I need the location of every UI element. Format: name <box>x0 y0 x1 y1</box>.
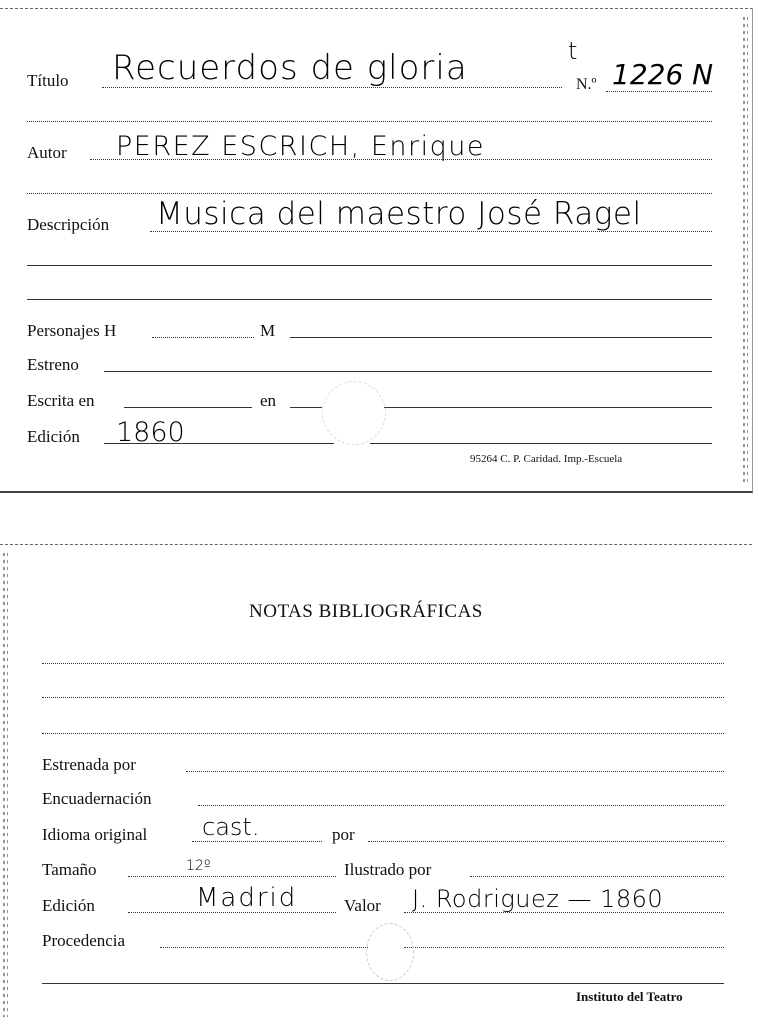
encuadernacion-line <box>198 805 724 806</box>
numero-handwritten: 1226 N <box>612 58 714 91</box>
estrenada-por-label: Estrenada por <box>42 755 136 774</box>
personajes-h-line <box>152 337 254 338</box>
catalog-card-front <box>0 8 753 493</box>
titulo-handwritten: Recuerdos de gloria <box>112 48 468 88</box>
descripcion-extra-line-1 <box>27 265 712 266</box>
estreno-label: Estreno <box>27 355 79 374</box>
personajes-m-line <box>290 337 712 338</box>
numero-mark-handwritten: t <box>568 37 578 65</box>
bottom-rule <box>42 983 724 984</box>
titulo-label: Título <box>27 71 69 90</box>
numero-line <box>606 91 712 92</box>
numero-label: N.º <box>576 76 597 93</box>
procedencia-line-1 <box>160 947 368 948</box>
notas-heading: NOTAS BIBLIOGRÁFICAS <box>249 601 483 622</box>
descripcion-handwritten: Musica del maestro José Ragel <box>156 196 642 232</box>
printer-mark: 95264 C. P. Caridad. Imp.-Escuela <box>470 453 623 465</box>
en-line-2 <box>384 407 712 408</box>
escrita-en-label: Escrita en <box>27 391 95 410</box>
paper-blemish <box>322 381 386 445</box>
card-edge-texture <box>742 15 748 485</box>
ilustrado-por-label: Ilustrado por <box>344 860 432 879</box>
por-label: por <box>332 825 355 844</box>
tamano-handwritten: 12º <box>186 858 211 874</box>
procedencia-label: Procedencia <box>42 931 126 950</box>
estreno-line <box>104 371 712 372</box>
institution-footer: Instituto del Teatro <box>576 989 683 1004</box>
descripcion-label: Descripción <box>27 215 110 234</box>
paper-blemish <box>366 923 414 981</box>
valor-label: Valor <box>344 896 381 915</box>
titulo-extra-line <box>27 121 712 122</box>
autor-handwritten: PEREZ ESCRICH, Enrique <box>116 131 485 162</box>
ilustrado-por-line <box>470 876 724 877</box>
card-edge-texture <box>2 551 8 1017</box>
autor-label: Autor <box>27 143 67 162</box>
encuadernacion-label: Encuadernación <box>42 789 152 808</box>
personajes-m-label: M <box>260 321 276 340</box>
procedencia-line-2 <box>404 947 724 948</box>
personajes-label: Personajes H <box>27 321 117 340</box>
idioma-original-label: Idioma original <box>42 825 148 844</box>
estrenada-por-line <box>186 771 724 772</box>
en-line-1 <box>290 407 322 408</box>
edicion-label: Edición <box>27 427 80 446</box>
autor-extra-line <box>27 193 712 194</box>
catalog-card-back <box>0 544 752 1023</box>
escrita-en-line <box>124 407 252 408</box>
tamano-label: Tamaño <box>42 860 97 879</box>
notas-line-2 <box>42 697 724 698</box>
descripcion-extra-line-2 <box>27 299 712 300</box>
valor-handwritten: J. Rodriguez — 1860 <box>412 885 664 913</box>
idioma-handwritten: cast. <box>202 813 260 841</box>
notas-line-1 <box>42 663 724 664</box>
en-label: en <box>260 391 277 410</box>
idioma-original-line <box>192 841 322 842</box>
edicion-handwritten: Madrid <box>196 883 298 913</box>
edicion-handwritten: 1860 <box>116 417 185 448</box>
edicion-line-2 <box>370 443 712 444</box>
notas-line-3 <box>42 733 724 734</box>
tamano-line <box>128 876 336 877</box>
por-line <box>368 841 724 842</box>
edicion-label: Edición <box>42 896 95 915</box>
